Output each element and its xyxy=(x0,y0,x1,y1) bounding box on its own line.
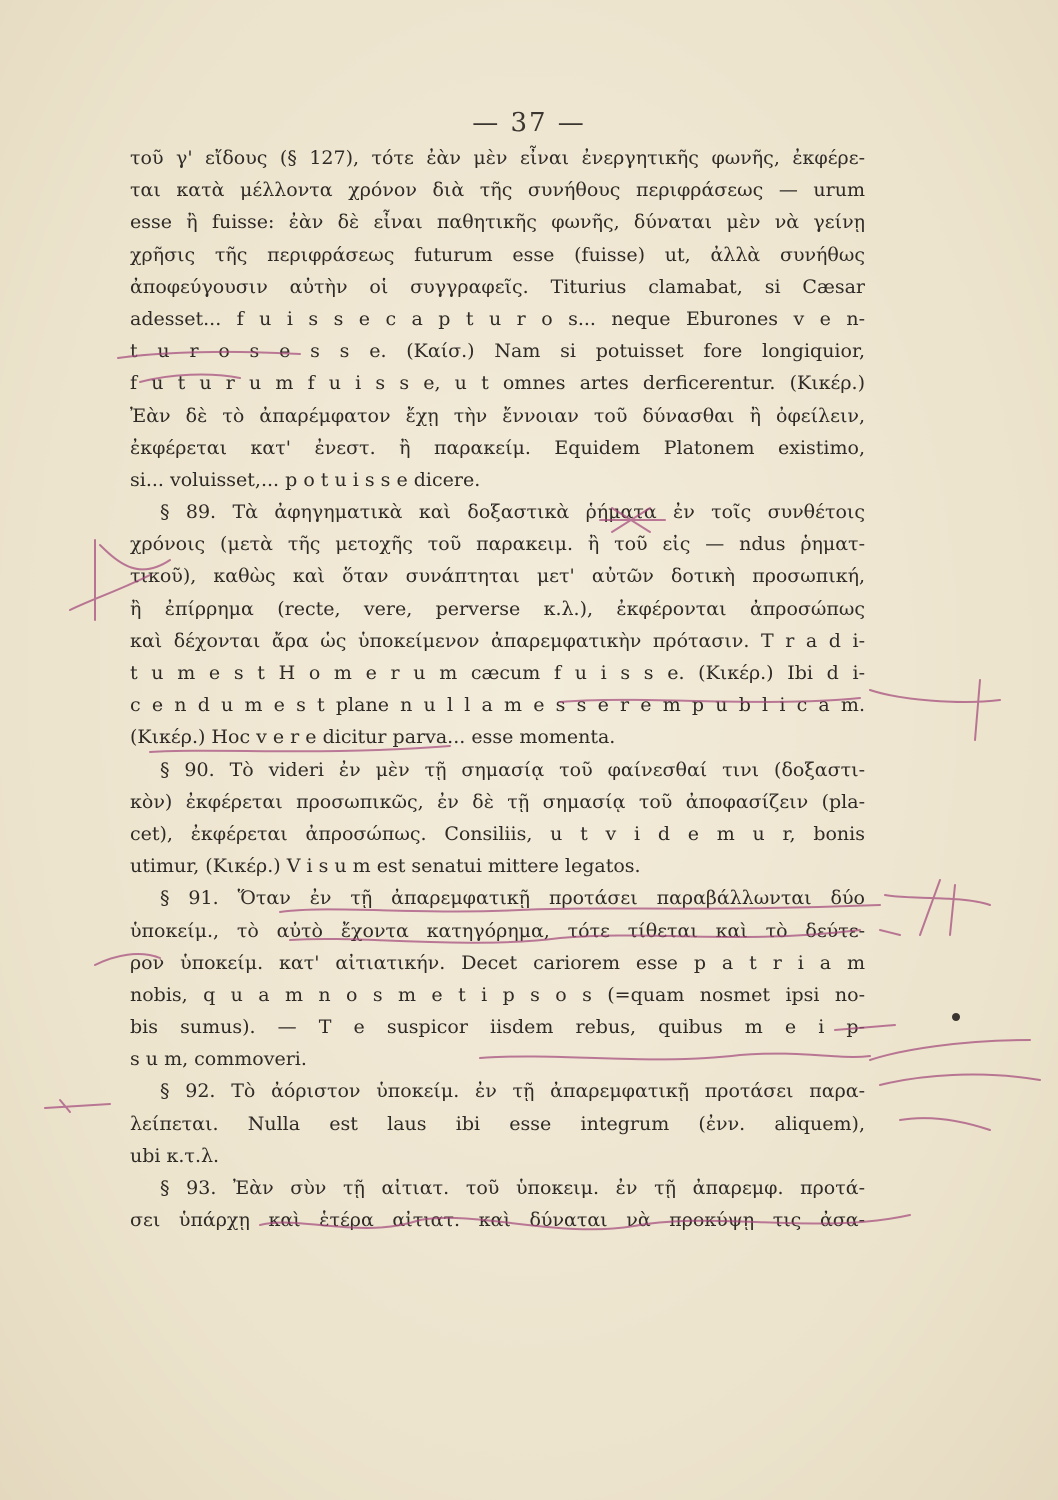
text-line: ἢ ἐπίρρημα (recte, vere, perverse κ.λ.), ἐκφέρονται ἀπροσώπως xyxy=(130,597,865,620)
text-line: Ἐὰν δὲ τὸ ἀπαρέμφατον ἔχῃ τὴν ἔννοιαν τοῦ δύνασθαι ἢ ὀφείλειν, xyxy=(130,404,865,427)
text-line: esse ἢ fuisse: ἐὰν δὲ εἶναι παθητικῆς φωνῆς, δύναται μὲν νὰ γείνῃ xyxy=(130,211,865,234)
text-line: f u t u r u m f u i s s e, u t omnes artes derficerentur. (Κικέρ.) xyxy=(130,372,865,395)
text-line: ubi κ.τ.λ. xyxy=(130,1144,220,1167)
text-line: adesset... f u i s s e c a p t u r o s... neque Eburones v e n- xyxy=(130,307,865,330)
text-line: § 91. Ὅταν ἐν τῇ ἀπαρεμφατικῇ προτάσει παραβάλλωνται δύο xyxy=(160,887,865,910)
text-line: λείπεται. Nulla est laus ibi esse integrum (ἐνν. aliquem), xyxy=(130,1112,865,1135)
text-line: s u m, commoveri. xyxy=(130,1048,307,1071)
text-line: τικοῦ), καθὼς καὶ ὅταν συνάπτηται μετ' αὐτῶν δοτικὴ προσωπική, xyxy=(130,565,865,588)
text-line: c e n d u m e s t plane n u l l a m e s s e r e m p u b l i c a m. xyxy=(130,694,865,717)
text-line: § 93. Ἐὰν σὺν τῇ αἰτιατ. τοῦ ὑποκειμ. ἐν τῇ ἀπαρεμφ. προτά- xyxy=(160,1177,865,1199)
text-line: χρῆσις τῆς περιφράσεως futurum esse (fuisse) ut, ἀλλὰ συνήθως xyxy=(130,243,865,266)
text-line: ἐκφέρεται κατ' ἐνεστ. ἢ παρακείμ. Equidem Platonem existimo, xyxy=(130,436,865,459)
text-line: t u m e s t H o m e r u m cæcum f u i s s e. (Κικέρ.) Ibi d i- xyxy=(130,662,865,684)
text-line: si... voluisset,... p o t u i s s e dicere. xyxy=(130,468,481,491)
text-line: ὑποκείμ., τὸ αὐτὸ ἔχοντα κατηγόρημα, τότε τίθεται καὶ τὸ δεύτε- xyxy=(130,919,865,942)
page-number: — 37 — xyxy=(472,108,586,138)
text-line: cet), ἐκφέρεται ἀπροσώπως. Consiliis, u t v i d e m u r, bonis xyxy=(130,822,865,845)
text-line: t u r o s e s s e. (Καίσ.) Nam si potuisset fore longiquior, xyxy=(130,340,865,363)
text-line: χρόνοις (μετὰ τῆς μετοχῆς τοῦ παρακειμ. ἢ τοῦ εἰς — ndus ῥηματ- xyxy=(130,533,865,556)
text-line: ἀποφεύγουσιν αὐτὴν οἱ συγγραφεῖς. Titurius clamabat, si Cæsar xyxy=(130,275,865,298)
text-line: utimur, (Κικέρ.) V i s u m est senatui mittere legatos. xyxy=(130,855,641,878)
text-line: σει ὑπάρχῃ καὶ ἑτέρα αἰτιατ. καὶ δύναται νὰ προκύψῃ τις ἀσα- xyxy=(130,1209,865,1232)
text-line: κὸν) ἐκφέρεται προσωπικῶς, ἐν δὲ τῇ σημασίᾳ τοῦ ἀποφασίζειν (pla- xyxy=(130,790,865,813)
text-line: καὶ δέχονται ἄρα ὡς ὑποκείμενον ἀπαρεμφατικὴν πρότασιν. T r a d i- xyxy=(130,629,865,652)
text-line: ται κατὰ μέλλοντα χρόνον διὰ τῆς συνήθους περιφράσεως — urum xyxy=(130,179,865,202)
text-line: ρον ὑποκείμ. κατ' αἰτιατικήν. Decet cariorem esse p a t r i a m xyxy=(130,951,865,974)
text-line: (Κικέρ.) Hoc v e r e dicitur parva... esse momenta. xyxy=(130,726,616,749)
text-line: § 89. Τὰ ἀφηγηματικὰ καὶ δοξαστικὰ ῥήματα ἐν τοῖς συνθέτοις xyxy=(160,501,865,524)
text-line: § 90. Τὸ videri ἐν μὲν τῇ σημασίᾳ τοῦ φαίνεσθαί τινι (δοξαστι- xyxy=(160,758,865,781)
text-line: τοῦ γ' εἴδους (§ 127), τότε ἐὰν μὲν εἶναι ἐνεργητικῆς φωνῆς, ἐκφέρε- xyxy=(130,147,865,169)
text-line: § 92. Τὸ ἀόριστον ὑποκείμ. ἐν τῇ ἀπαρεμφατικῇ προτάσει παρα- xyxy=(160,1080,865,1103)
text-line: nobis, q u a m n o s m e t i p s o s (=quam nosmet ipsi no- xyxy=(130,983,865,1006)
text-line: bis sumus). — T e suspicor iisdem rebus, quibus m e i p- xyxy=(130,1016,865,1039)
